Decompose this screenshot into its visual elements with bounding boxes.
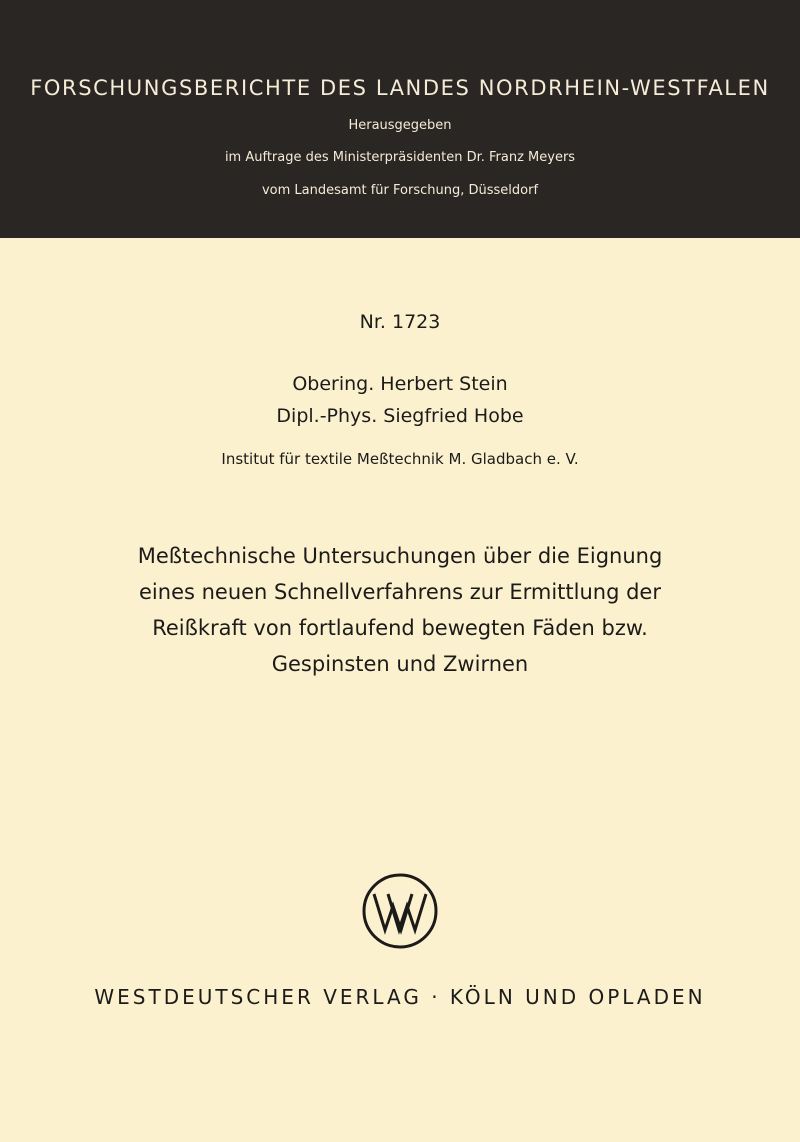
title-line-4: Gespinsten und Zwirnen [271, 652, 529, 676]
title-line-2: eines neuen Schnellverfahrens zur Ermittlung der [139, 580, 661, 604]
commission-note: im Auftrage des Ministerpräsidenten Dr. Franz Meyers [224, 150, 576, 165]
author-1: Obering. Herbert Stein [292, 373, 508, 395]
report-title [0, 538, 800, 682]
report-number: Nr. 1723 [359, 311, 441, 333]
series-title: FORSCHUNGSBERICHTE DES LANDES NORDRHEIN-WESTFALEN [30, 76, 770, 100]
title-line-1: Meßtechnische Untersuchungen über die Eignung [137, 544, 663, 568]
series-header [0, 0, 800, 238]
author-2: Dipl.-Phys. Siegfried Hobe [276, 405, 524, 427]
title-line-3: Reißkraft von fortlaufend bewegten Fäden bzw. [152, 616, 648, 640]
office-note: vom Landesamt für Forschung, Düsseldorf [261, 183, 539, 198]
ww-publisher-logo-icon [361, 872, 439, 950]
institute: Institut für textile Meßtechnik M. Gladbach e. V. [221, 450, 579, 468]
publisher-imprint: WESTDEUTSCHER VERLAG · KÖLN UND OPLADEN [94, 985, 706, 1009]
editor-note: Herausgegeben [348, 118, 452, 133]
